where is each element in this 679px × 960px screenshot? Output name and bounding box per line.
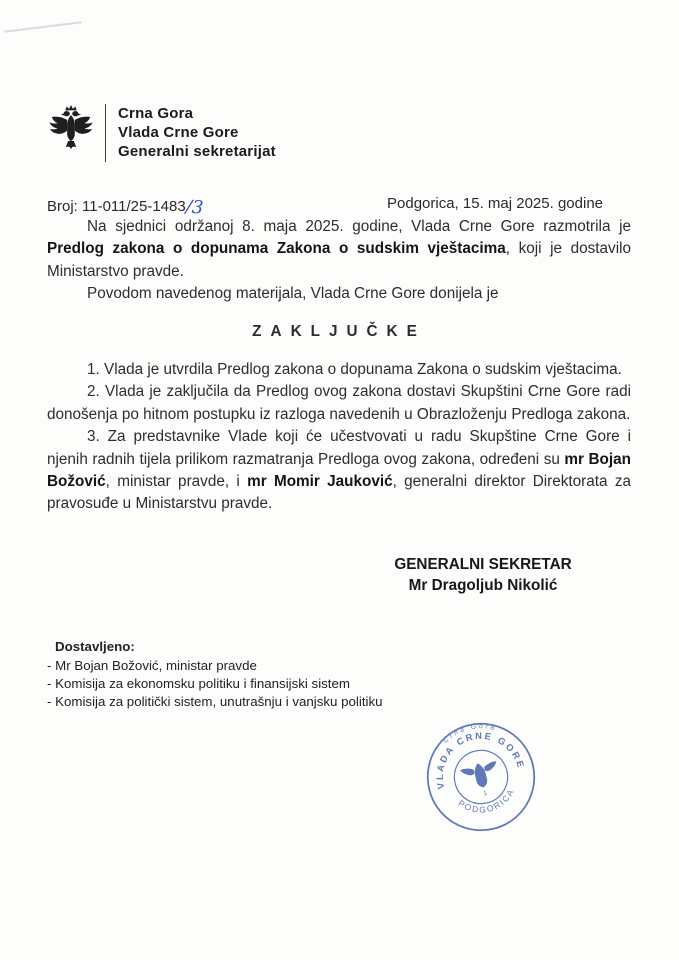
item3-text-mid: , ministar pravde, i xyxy=(105,473,248,491)
org-name-government: Vlada Crne Gore xyxy=(118,124,239,141)
distribution-item: - Komisija za politički sistem, unutrašnju i vanjsku politiku xyxy=(47,693,383,709)
intro-paragraph xyxy=(47,216,631,283)
signature-title: GENERALNI SEKRETAR xyxy=(394,555,572,573)
conclusion-item-1: 1. Vlada je utvrdila Predlog zakona o dopunama Zakona o sudskim vještacima. xyxy=(87,361,622,379)
meta-row xyxy=(47,195,631,219)
stamp-inner-circle xyxy=(449,745,514,810)
letterhead-divider xyxy=(105,104,106,162)
distribution-item: - Komisija za ekonomsku politiku i finansijski sistem xyxy=(47,676,350,692)
official-stamp xyxy=(395,691,567,863)
place-date: Podgorica, 15. maj 2025. godine xyxy=(387,195,603,212)
item3-text-pre: 3. Za predstavnike Vlade koji će učestvovati u radu Skupštine Crne Gore i njenih radnih tijela prilikom razmatranja Predloga ovog zakona, određeni su xyxy=(47,428,631,468)
org-name-department: Generalni sekretarijat xyxy=(118,143,276,160)
conclusion-item-2: 2. Vlada je zaključila da Predlog ovog zakona dostavi Skupštini Crne Gore radi donošenja po hitnom postupku iz razloga navedenih u Obrazloženju Predloga zakona. xyxy=(47,383,631,423)
minister-name: mr Bojan Božović xyxy=(47,450,631,491)
svg-text:Crna Gora xyxy=(440,718,499,746)
stamp-government-text: VLADA CRNE GORE xyxy=(434,730,527,790)
povodom-paragraph: Povodom navedenog materijala, Vlada Crne Gore donijela je xyxy=(87,285,499,303)
svg-text:VLADA CRNE GORE xyxy=(425,721,527,790)
org-block xyxy=(118,104,276,161)
svg-text:PODGORICA xyxy=(455,785,520,821)
org-name-country: Crna Gora xyxy=(118,105,194,122)
distribution-block xyxy=(47,638,437,710)
distribution-item: - Mr Bojan Božović, ministar pravde xyxy=(47,658,257,674)
stamp-city-text: PODGORICA xyxy=(456,786,517,815)
signature-name: Mr Dragoljub Nikolić xyxy=(408,576,558,594)
stamp-number: 1 xyxy=(482,789,488,798)
document-body xyxy=(47,216,631,516)
signature-block xyxy=(357,554,609,596)
reference-number xyxy=(47,195,204,219)
reference-number-text: Broj: 11-011/25-1483 xyxy=(47,198,186,215)
intro-text-pre: Na sjednici održanoj 8. maja 2025. godine, Vlada Crne Gore razmotrila je xyxy=(87,218,631,235)
intro-text-post: , koji je dostavilo Ministarstvo pravde. xyxy=(47,240,631,280)
bold-law-title: Predlog zakona o dopunama Zakona o sudskim vještacima xyxy=(47,240,506,258)
reference-number-handwritten: /3 xyxy=(184,196,204,219)
stamp-outer-circle xyxy=(416,712,545,841)
conclusions-heading: ZAKLJUČKE xyxy=(252,322,426,340)
montenegro-coat-of-arms-icon xyxy=(47,102,95,163)
item3-text-post: , generalni direktor Direktorata za pravosuđe u Ministarstvu pravde. xyxy=(47,473,631,513)
director-name: mr Momir Jauković xyxy=(247,473,393,491)
letterhead xyxy=(47,0,631,163)
distribution-label: Dostavljeno: xyxy=(55,638,135,654)
stamp-center-emblem xyxy=(459,759,501,792)
conclusion-item-3 xyxy=(47,426,631,516)
stamp-country-text: Crna Gora xyxy=(442,723,498,745)
